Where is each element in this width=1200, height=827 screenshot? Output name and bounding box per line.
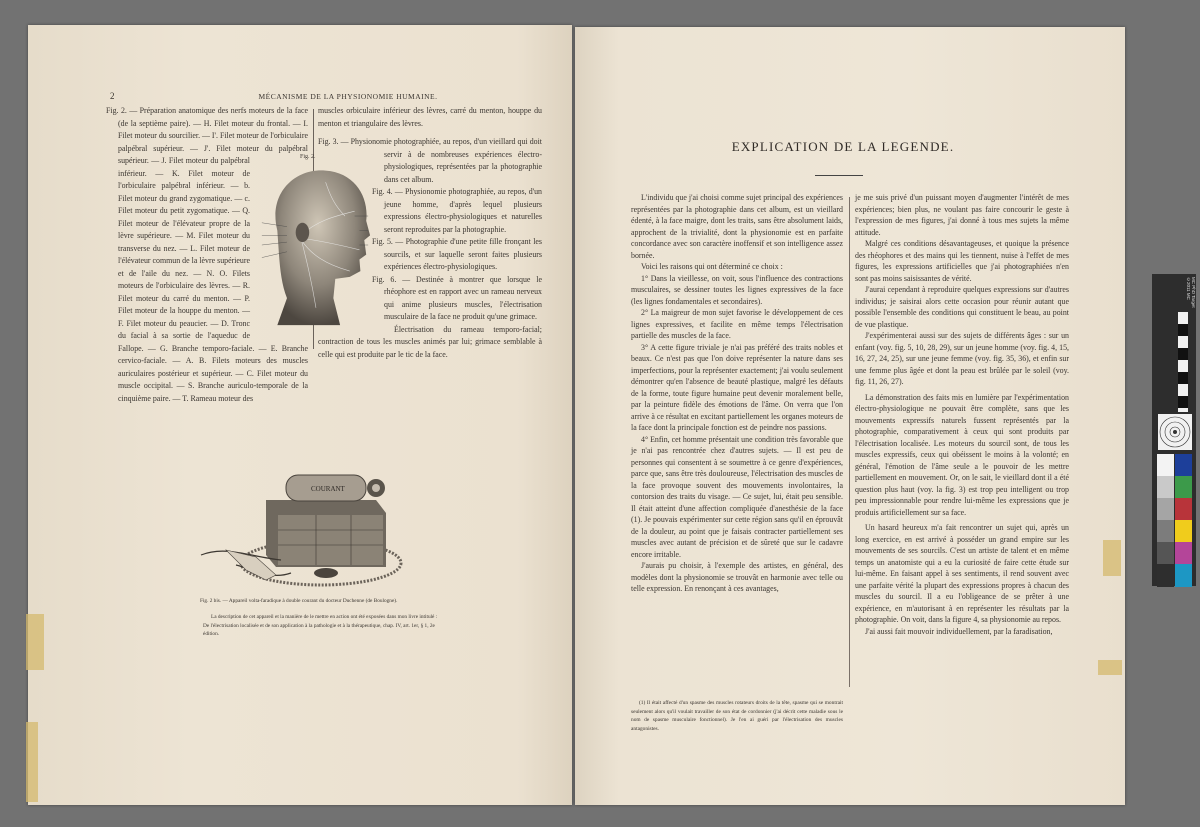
paragraph: Voici les raisons qui ont déterminé ce choix : (641, 262, 783, 271)
fig2-label: Fig. 2. (300, 154, 316, 160)
title-rule (815, 175, 863, 176)
paragraph: Un hasard heureux m'a fait rencontrer un sujet qui, après un long exercice, en est arrivé à posséder un grand empire sur les mouvements de ses sourcils. C'est un artiste de talent et en même temps un anatomiste qui a eu la curiosité de faire cette étude sur lui-même. En faisant appel à ses sentiments, il rend souvent avec une parfaite vérité la plupart des expressions propres à chacun des muscles du sourcil. Il a eu l'obligeance de se prêter à une expérience, en m'autorisant à en représenter les résultats par la photographie. On voit, dans la figure 4, sa physionomie au repos. (855, 523, 1069, 624)
color-swatch (1175, 542, 1192, 565)
right-page (575, 27, 1125, 805)
focus-target (1158, 414, 1192, 450)
paragraph: Malgré ces conditions désavantageuses, et quoique la présence des rhéophores et des mains qui les tiennent, nuise à l'effet de mes figures, les expressions artificielles que j'ai photographiées n'en sont pas moins saisissantes de vérité. (855, 239, 1069, 283)
device-note: La description de cet appareil et la manière de le mettre en action ont été exposées dans mon livre intitulé : De l'électrisation localisée et de son application à la pathologie et à la thérapeutique, chap. IV, art. 1er, § 1, 2e édition. (203, 614, 438, 637)
color-swatch (1157, 498, 1174, 521)
color-swatch (1175, 564, 1192, 587)
paragraph: 3° A cette figure triviale je n'ai pas préféré des traits nobles et beaux. Ce n'est pas que l'on doive représenter la nature dans ses imperfections, pour la représenter exactement; j'ai voulu seulement démontrer qu'en l'absence de beauté plastique, malgré les défauts de la forme, toute figure humaine peut devenir moralement belle, par la peinture fidèle des émotions de l'âme. On verra que l'on arrive à ce résultat en excitant partiellement les organes moteurs de la face dont la principale fonction est de peindre nos passions. (631, 342, 843, 432)
tape-strip (26, 614, 44, 670)
tape-strip (1103, 540, 1121, 576)
paragraph: La démonstration des faits mis en lumière par l'expérimentation électro-physiologique ne pouvait être complète, sans que les mouvements expressifs naturels fussent représentés par la photographie, comparativement à ceux qui sont produits par l'électrisation localisée. Les moteurs du sourcil sont, de tous les muscles expressifs, ceux qui obéissent le moins à la volonté; en général, l'émotion de l'âme seule a le pouvoir de les mettre partiellement en mouvement. Or, on le sait, le vieillard dont il a été question plus haut (voy. la fig. 3) est trop peu intelligent ou trop peu impressionnable pour rendre lui-même les expressions que je produis artificiellement sur sa face. (855, 392, 1069, 517)
color-swatch (1157, 520, 1174, 543)
fig6-note: Électrisation du rameau temporo-facial; contraction de tous les muscles animés par lui; grimace semblable à celle qui est produite par le tic de la face. (318, 324, 542, 359)
paragraph: 2° La maigreur de mon sujet favorise le développement de ces lignes expressives, et facilite en même temps l'électrisation partielle des muscles de la face. (631, 308, 843, 340)
text-column-left (631, 192, 843, 595)
color-swatch (1157, 476, 1174, 499)
fig2-legend: Fig. 2. — Préparation anatomique des nerfs moteurs de la face (de la septième paire). — H. Filet moteur du frontal. — I. Filet moteur du sourcilier. — I'. Filet moteur de l'orbiculaire palpébral supérieur. — J'. Filet moteur du palpébral supérieur. — J. Filet moteur du palpébral inférieur. — K. Filet moteur de l'orbiculaire palpébral inférieur. — b. Filet moteur du grand zygomatique. — c. Filet moteur du petit zygomatique. — Q. Filet moteur de l'élévateur propre de la lèvre supérieure. — M. Filet moteur du transverse du nez. — L. Filet moteur de l'élévateur commun de la lèvre supérieure et de l'aile du nez. — N. O. Filets moteurs de l'orbiculaire des lèvres. — R. Filet moteur du carré du menton. — P. Filet moteur de la houppe du menton. — F. Filet moteur du peaucier. — D. Tronc du facial à sa sortie de l'aqueduc de Fallope. — G. Branche temporo-faciale. — E. Branche cervico-faciale. — A. B. Filets moteurs des muscles auriculaires postérieur et supérieur. — C. Filet moteur du muscle occipital. — S. Branche auriculo-temporale de la cinquième paire. — T. Rameau moteur des (106, 106, 308, 403)
paragraph: 1° Dans la vieillesse, on voit, sous l'influence des contractions musculaires, se dessiner toutes les lignes expressives de la face (les lignes fondamentales et secondaires). (631, 273, 843, 306)
color-swatch (1157, 454, 1174, 477)
page-title: EXPLICATION DE LA LEGENDE. (731, 139, 955, 154)
text-column-right (855, 192, 1069, 637)
paragraph: J'ai aussi fait mouvoir individuellement, par la faradisation, (865, 626, 1053, 636)
device-label: COURANT (311, 485, 345, 493)
paragraph: 4° Enfin, cet homme présentait une condition très favorable que je n'ai pas rencontrée chez d'autres sujets. — Il est peu de personnes qui consentent à se soumettre à ce genre d'expériences, parce que, sans être très douloureuse, l'électrisation des muscles de la face provoque souvent des mouvements involontaires, la contorsion des traits du visage. — Ce sujet, lui, était peu sensible. Il était atteint d'une affection compliquée d'anesthésie de la face (1). Je pouvais expérimenter sur cette région sans qu'il en éprouvât de la douleur, au point que je faisais contracter partiellement ses muscles avec autant de précision et de sûreté que sur le cadavre encore irritable. (631, 434, 843, 559)
scale-ruler (1158, 312, 1188, 412)
paragraph: L'individu que j'ai choisi comme sujet principal des expériences représentées par la photographie dans cet album, est un vieillard édenté, à la face maigre, dont les traits, sans être absolument laids, approchent de la trivialité, dont la physionomie est en parfaite concordance avec son caractère inoffensif et son intelligence assez bornée. (631, 193, 843, 260)
fig4-legend: Fig. 4. — Physionomie photographiée, au repos, d'un jeune homme, d'après lequel plusieurs expressions électro-physiologiques et naturelles seront reproduites par la photographie. (372, 187, 542, 234)
paragraph: J'aurai cependant à reproduire quelques expressions sur d'autres individus; je saisirai alors cette occasion pour réunir autant que possible l'ensemble des conditions qui constituent le beau, au point de vue plastique. (855, 285, 1069, 329)
color-swatch (1175, 498, 1192, 521)
anatomical-head-illustration (258, 161, 372, 329)
page-number: 2 (110, 91, 115, 101)
column-divider (849, 197, 850, 687)
fig5-legend: Fig. 5. — Photographie d'une petite fille fronçant les sourcils, et sur laquelle seront faites plusieurs expériences électro-physiologiques. (372, 237, 542, 271)
paragraph: J'expérimenterai aussi sur des sujets de différents âges : sur un enfant (voy. fig. 5, 10, 28, 29), sur un jeune homme (voy. fig. 4, 15, 16, 27, 24, 25), sur une jeune femme (voy. fig. 35, 36), et enfin sur une femme plus âgée et dont la peau est brûlée par le soleil (voy. fig. 11, 26, 27). (855, 331, 1069, 386)
color-swatch (1157, 542, 1174, 565)
volta-faradic-apparatus-illustration (196, 445, 406, 593)
color-swatch (1175, 476, 1192, 499)
device-caption: Fig. 2 bis. — Appareil volta-faradique à double courant du docteur Duchenne (de Boulogne). (200, 598, 398, 604)
legend-continuation: muscles orbiculaire inférieur des lèvres, carré du menton, houppe du menton et triangulaire des lèvres. (318, 106, 542, 128)
left-page (28, 25, 572, 805)
paragraph: J'aurais pu choisir, à l'exemple des artistes, en général, des modèles dont la physionomie se trouvât en harmonie avec telle ou telle expression. En renonçant à ces avantages, (631, 561, 843, 593)
running-head: MÉCANISME DE LA PHYSIONOMIE HUMAINE. (258, 92, 438, 101)
paragraph: je me suis privé d'un puissant moyen d'augmenter l'intérêt de mes expériences; bien plus, ne voulant pas faire concourir le geste à l'expression de mes figures, j'ai donné à tous mes sujets la même attitude. (855, 193, 1069, 237)
footnote: (1) Il était affecté d'un spasme des muscles rotateurs droits de la tête, spasme qui se montrait seulement alors qu'il voulait travailler de son état de cordonnier (j'ai décrit cette maladie sous le nom de spasme musculaire fonctionnel). Je l'en ai guéri par l'électrisation des muscles antagonistes. (631, 700, 843, 732)
color-swatch (1175, 454, 1192, 477)
fig3-legend: Fig. 3. — Physionomie photographiée, au repos, d'un vieillard qui doit servir à de nombreuses expériences électro-physiologiques, représentées par la photographie dans cet album. (318, 137, 542, 184)
fig6-legend: Fig. 6. — Destinée à montrer que lorsque le rhéophore est en rapport avec un rameau nerveux qui anime plusieurs muscles, l'électrisation musculaire de la face ne produit qu'une grimace. (372, 274, 542, 321)
tape-strip (26, 722, 38, 802)
target-label: MC PhD Target ©2011 MC (1186, 277, 1196, 308)
color-swatch (1157, 564, 1174, 587)
color-swatch (1175, 520, 1192, 543)
tape-strip (1098, 660, 1122, 675)
color-calibration-target (1152, 274, 1196, 586)
